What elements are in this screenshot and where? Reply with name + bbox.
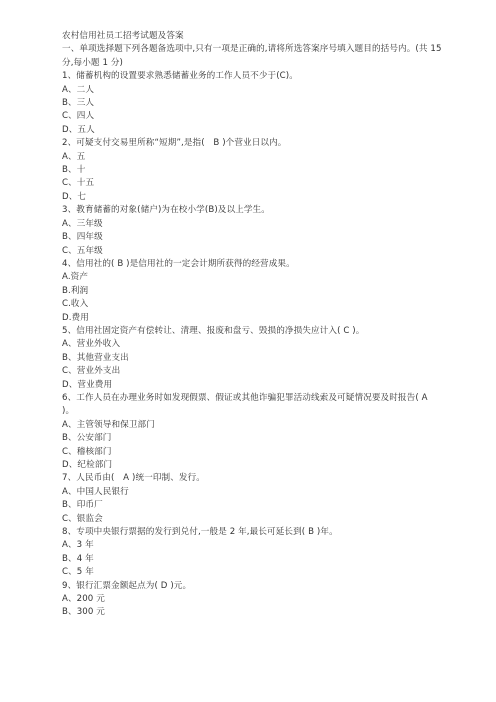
question-option: B、四年级 <box>62 232 103 243</box>
question-stem: 9、银行汇票金额起点为( D )元。 <box>62 580 192 591</box>
question-option: B、三人 <box>62 98 95 109</box>
question-option: B.利润 <box>62 285 89 296</box>
question-item <box>62 204 442 258</box>
question-option: C、营业外支出 <box>62 366 121 377</box>
question-option: C、银监会 <box>62 513 103 524</box>
question-option: C、四人 <box>62 111 95 122</box>
question-item <box>62 70 442 137</box>
question-item <box>62 258 442 325</box>
question-item <box>62 325 442 392</box>
question-option: A、五 <box>62 151 86 162</box>
question-item <box>62 580 442 620</box>
question-stem: 8、专项中央银行票据的发行到兑付,一般是 2 年,最长可延长到( B )年。 <box>62 527 338 538</box>
question-stem: 6、工作人员在办理业务时如发现假票、假证或其他诈骗犯罪活动线索及可疑情况要及时报告( A )。 <box>62 392 428 417</box>
question-option: B、印币厂 <box>62 500 103 511</box>
question-stem: 3、教育储蓄的对象(储户)为在校小学(B)及以上学生。 <box>62 205 270 216</box>
question-option: C、稽核部门 <box>62 446 112 457</box>
question-option: D、营业费用 <box>62 379 113 390</box>
question-option: A、营业外收入 <box>62 339 121 350</box>
question-item <box>62 472 442 526</box>
section-header: 一、单项选择题下列各题备选项中,只有一项是正确的,请将所选答案序号填入题目的括号内。(共 15 分,每小题 1 分) <box>62 44 442 68</box>
question-option: D、七 <box>62 191 87 202</box>
question-item <box>62 526 442 580</box>
question-stem: 7、人民币由( A )统一印制、发行。 <box>62 473 205 484</box>
question-option: B、4 年 <box>62 553 94 564</box>
question-option: A、200 元 <box>62 594 105 605</box>
question-option: A、中国人民银行 <box>62 486 129 497</box>
question-option: A、3 年 <box>62 540 94 551</box>
question-stem: 5、信用社固定资产有偿转让、清理、报废和盘亏、毁损的净损失应计入( C )。 <box>62 325 365 336</box>
question-option: B、其他营业支出 <box>62 352 129 363</box>
question-option: B、十 <box>62 165 86 176</box>
document-title: 农村信用社员工招考试题及答案 <box>62 31 184 41</box>
document-page <box>62 30 442 620</box>
question-option: D、五人 <box>62 124 95 135</box>
question-list <box>62 70 442 620</box>
question-option: C、十五 <box>62 178 95 189</box>
question-option: B、300 元 <box>62 607 105 618</box>
question-item <box>62 392 442 472</box>
question-stem: 4、信用社的( B )是信用社的一定会计期所获得的经营成果。 <box>62 258 295 269</box>
question-option: A、二人 <box>62 84 95 95</box>
question-option: C、五年级 <box>62 245 103 256</box>
question-option: A、主管领导和保卫部门 <box>62 419 155 430</box>
question-option: A、三年级 <box>62 218 103 229</box>
question-item <box>62 137 442 204</box>
question-option: B、公安部门 <box>62 433 112 444</box>
question-stem: 2、可疑支付交易里所称“短期”,是指( B )个营业日以内。 <box>62 138 287 149</box>
question-stem: 1、储蓄机构的设置要求熟悉储蓄业务的工作人员不少于(C)。 <box>62 71 298 82</box>
question-option: C、5 年 <box>62 567 94 578</box>
question-option: A.资产 <box>62 272 89 283</box>
question-option: D.费用 <box>62 312 89 323</box>
question-option: D、纪检部门 <box>62 460 113 470</box>
question-option: C.收入 <box>62 299 89 310</box>
